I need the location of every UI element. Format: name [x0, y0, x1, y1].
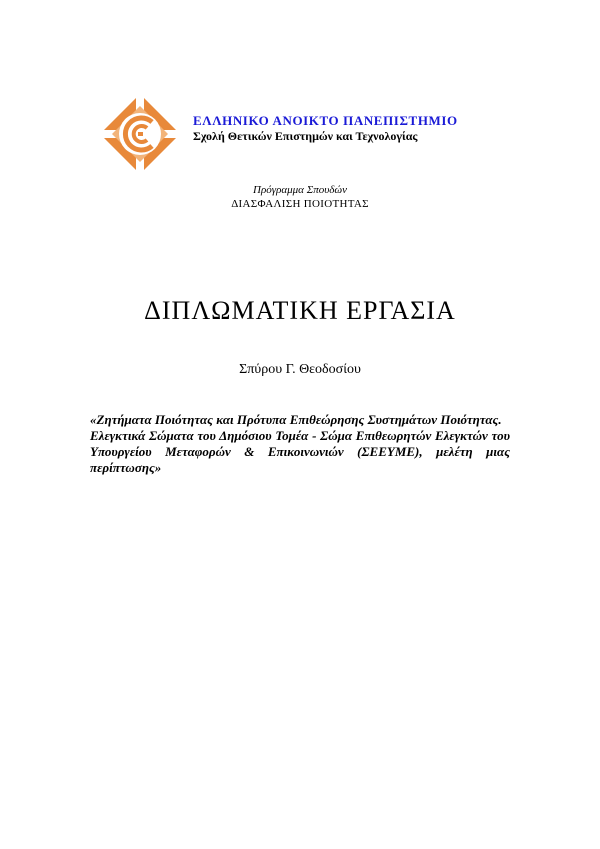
thesis-subject-line-1: «Ζητήματα Ποιότητας και Πρότυπα Επιθεώρησης Συστημάτων Ποιότητας. — [90, 412, 502, 427]
thesis-subject — [90, 412, 510, 476]
school-name: Σχολή Θετικών Επιστημών και Τεχνολογίας — [193, 129, 418, 143]
university-logo-icon — [98, 92, 182, 176]
program-label: Πρόγραμμα Σπουδών — [253, 184, 347, 196]
program-name: ΔΙΑΣΦΑΛΙΣΗ ΠΟΙΟΤΗΤΑΣ — [231, 198, 369, 210]
university-name: ΕΛΛΗΝΙΚΟ ΑΝΟΙΚΤΟ ΠΑΝΕΠΙΣΤΗΜΙΟ — [193, 113, 458, 128]
university-logo — [98, 92, 182, 176]
document-title: ΔΙΠΛΩΜΑΤΙΚΗ ΕΡΓΑΣΙΑ — [144, 296, 456, 325]
thesis-subject-line-2: Ελεγκτικά Σώματα του Δημόσιου Τομέα - Σώμα Επιθεωρητών Ελεγκτών του Υπουργείου Μεταφορών & Επικοινωνιών (ΣΕΕΥΜΕ), μελέτη μιας περίπτωσης» — [90, 428, 510, 475]
author-name: Σπύρου Γ. Θεοδοσίου — [239, 362, 361, 377]
